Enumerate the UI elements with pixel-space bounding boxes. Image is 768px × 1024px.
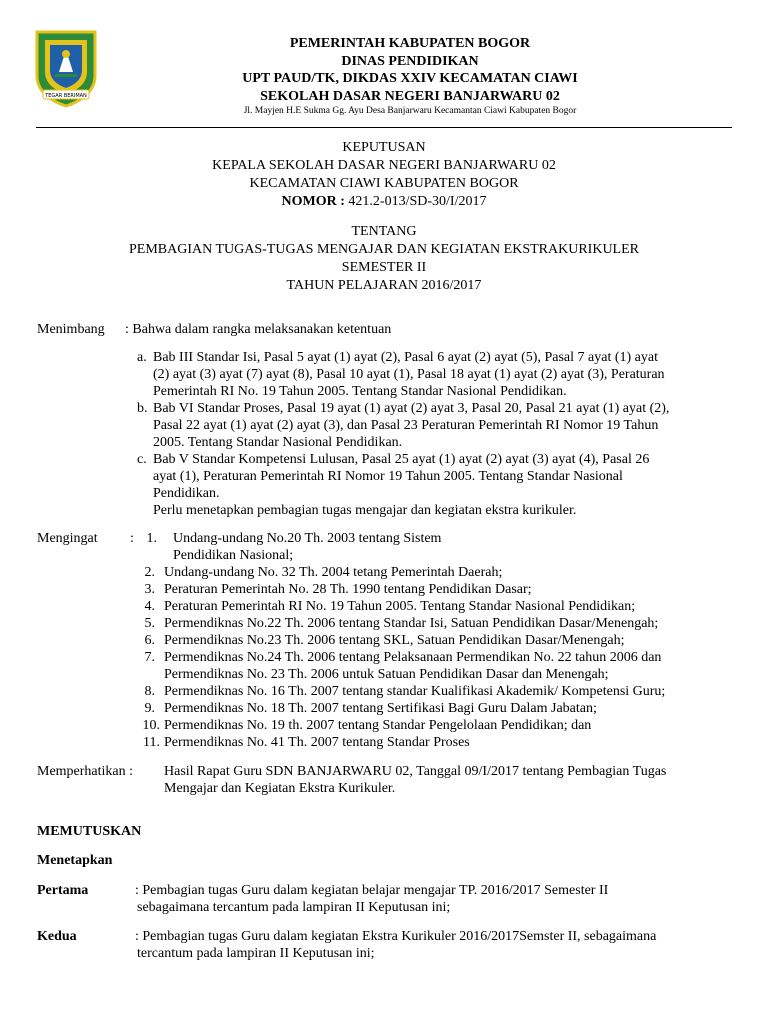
menetapkan-heading: Menetapkan <box>37 853 113 868</box>
tentang-line-3: TAHUN PELAJARAN 2016/2017 <box>286 278 482 293</box>
menimbang-closing: Perlu menetapkan pembagian tugas mengajar dan kegiatan ekstra kurikuler. <box>153 503 577 518</box>
mengingat-num: 4. <box>144 599 155 614</box>
memperhatikan-line: Hasil Rapat Guru SDN BANJARWARU 02, Tanggal 09/I/2017 tentang Pembagian Tugas <box>164 764 667 779</box>
bogor-crest-logo <box>33 28 99 108</box>
mengingat-item: Peraturan Pemerintah No. 28 Th. 1990 tentang Pendidikan Dasar; <box>164 582 532 597</box>
menimbang-item-a-line: Pemerintah RI No. 19 Tahun 2005. Tentang Standar Nasional Pendidikan. <box>153 384 567 399</box>
mengingat-num: 8. <box>144 684 155 699</box>
menimbang-item-c-line: Bab V Standar Kompetensi Lulusan, Pasal 25 ayat (1) ayat (2) ayat (3) ayat (4), Pasal 26 <box>153 452 650 467</box>
pertama-line: sebagaimana tercantum pada lampiran II Keputusan ini; <box>137 900 451 915</box>
title-line-3: KECAMATAN CIAWI KABUPATEN BOGOR <box>249 176 519 191</box>
letterhead-line-3: UPT PAUD/TK, DIKDAS XXIV KECAMATAN CIAWI <box>242 71 578 86</box>
mengingat-num: 2. <box>144 565 155 580</box>
menimbang-item-b-marker: b. <box>137 401 148 416</box>
pertama-label: Pertama <box>37 883 89 898</box>
mengingat-num: 9. <box>144 701 155 716</box>
decree-number-value: 421.2-013/SD-30/I/2017 <box>344 194 487 209</box>
mengingat-colon: : <box>130 531 134 546</box>
decree-number <box>0 193 768 211</box>
menimbang-item-c-marker: c. <box>137 452 147 467</box>
letterhead <box>150 35 670 118</box>
decree-number-label: NOMOR : <box>281 194 345 209</box>
tentang-line-1: PEMBAGIAN TUGAS-TUGAS MENGAJAR DAN KEGIATAN EKSTRAKURIKULER <box>128 242 639 257</box>
memperhatikan-line: Mengajar dan Kegiatan Ekstra Kurikuler. <box>164 781 396 796</box>
tentang-label: TENTANG <box>351 224 417 239</box>
letterhead-line-1: PEMERINTAH KABUPATEN BOGOR <box>289 36 531 51</box>
pertama-line: : Pembagian tugas Guru dalam kegiatan belajar mengajar TP. 2016/2017 Semester II <box>135 883 609 898</box>
menimbang-item-b-line: 2005. Tentang Standar Nasional Pendidikan. <box>153 435 403 450</box>
mengingat-num: 10. <box>142 718 160 733</box>
menimbang-item-b-line: Bab VI Standar Proses, Pasal 19 ayat (1) ayat (2) ayat 3, Pasal 20, Pasal 21 ayat (1) ayat (2), <box>153 401 670 416</box>
letterhead-line-2: DINAS PENDIDIKAN <box>341 53 479 69</box>
mengingat-item: Undang-undang No.20 Th. 2003 tentang Sistem <box>173 531 442 546</box>
letterhead-line-4: SEKOLAH DASAR NEGERI BANJARWARU 02 <box>260 88 560 104</box>
decree-title <box>0 139 768 211</box>
mengingat-item: Permendiknas No.22 Th. 2006 tentang Standar Isi, Satuan Pendidikan Dasar/Menengah; <box>164 616 659 631</box>
mengingat-num: 11. <box>143 735 160 750</box>
menimbang-item-c-line: ayat (1), Peraturan Pemerintah RI Nomor 19 Tahun 2005. Tentang Standar Nasional <box>153 469 623 484</box>
kedua-line: tercantum pada lampiran II Keputusan ini; <box>137 946 375 961</box>
letterhead-address: Jl. Mayjen H.E Sukma Gg. Ayu Desa Banjarwaru Kecamantan Ciawi Kabupaten Bogor <box>243 106 577 116</box>
letterhead-divider <box>36 127 732 128</box>
menimbang-item-a-marker: a. <box>137 350 147 365</box>
mengingat-num: 7. <box>144 650 155 665</box>
menimbang-intro: : Bahwa dalam rangka melaksanakan ketentuan <box>125 322 392 337</box>
menimbang-item-a-line: Bab III Standar Isi, Pasal 5 ayat (1) ayat (2), Pasal 6 ayat (2) ayat (5), Pasal 7 ayat (1) ayat <box>153 350 658 365</box>
tentang-line-2: SEMESTER II <box>341 260 427 275</box>
logo-motto: TEGAR BERIMAN <box>45 93 87 99</box>
mengingat-num: 6. <box>144 633 155 648</box>
mengingat-label: Mengingat <box>37 531 98 546</box>
mengingat-item: Permendiknas No. 23 Th. 2006 untuk Satuan Pendidikan Dasar dan Menengah; <box>164 667 609 682</box>
mengingat-item: Permendiknas No. 41 Th. 2007 tentang Standar Proses <box>164 735 470 750</box>
mengingat-item: Undang-undang No. 32 Th. 2004 tetang Pemerintah Daerah; <box>164 565 503 580</box>
menimbang-item-b-line: Pasal 22 ayat (1) ayat (2) ayat (3), dan Pasal 23 Peraturan Pemerintah RI Nomor 19 Tahun <box>153 418 659 433</box>
mengingat-item: Permendiknas No.24 Th. 2006 tentang Pelaksanaan Permendikan No. 22 tahun 2006 dan <box>164 650 662 665</box>
menimbang-item-a-line: (2) ayat (3) ayat (7) ayat (8), Pasal 10 ayat (1), Pasal 18 ayat (1) ayat (2) ayat (3), Peraturan <box>153 367 665 382</box>
title-line-2: KEPALA SEKOLAH DASAR NEGERI BANJARWARU 02 <box>212 158 556 173</box>
mengingat-num: 5. <box>144 616 155 631</box>
mengingat-item: Peraturan Pemerintah RI No. 19 Tahun 2005. Tentang Standar Nasional Pendidikan; <box>164 599 636 614</box>
mengingat-num: 1. <box>146 531 157 546</box>
memperhatikan-label: Memperhatikan : <box>37 764 134 779</box>
mengingat-item: Permendiknas No.23 Th. 2006 tentang SKL, Satuan Pendidikan Dasar/Menengah; <box>164 633 625 648</box>
mengingat-item: Pendidikan Nasional; <box>173 548 294 563</box>
mengingat-item: Permendiknas No. 18 Th. 2007 tentang Sertifikasi Bagi Guru Dalam Jabatan; <box>164 701 597 716</box>
menimbang-label: Menimbang <box>37 322 105 337</box>
menimbang-item-c-line: Pendidikan. <box>153 486 220 501</box>
memutuskan-heading: MEMUTUSKAN <box>37 824 142 839</box>
decree-subject <box>0 223 768 295</box>
mengingat-item: Permendiknas No. 19 th. 2007 tentang Standar Pengelolaan Pendidikan; dan <box>164 718 592 733</box>
mengingat-item: Permendiknas No. 16 Th. 2007 tentang standar Kualifikasi Akademik/ Kompetensi Guru; <box>164 684 666 699</box>
title-keputusan: KEPUTUSAN <box>342 140 426 155</box>
mengingat-num: 3. <box>144 582 155 597</box>
kedua-label: Kedua <box>37 929 77 944</box>
kedua-line: : Pembagian tugas Guru dalam kegiatan Ekstra Kurikuler 2016/2017Semster II, sebagaimana <box>135 929 657 944</box>
